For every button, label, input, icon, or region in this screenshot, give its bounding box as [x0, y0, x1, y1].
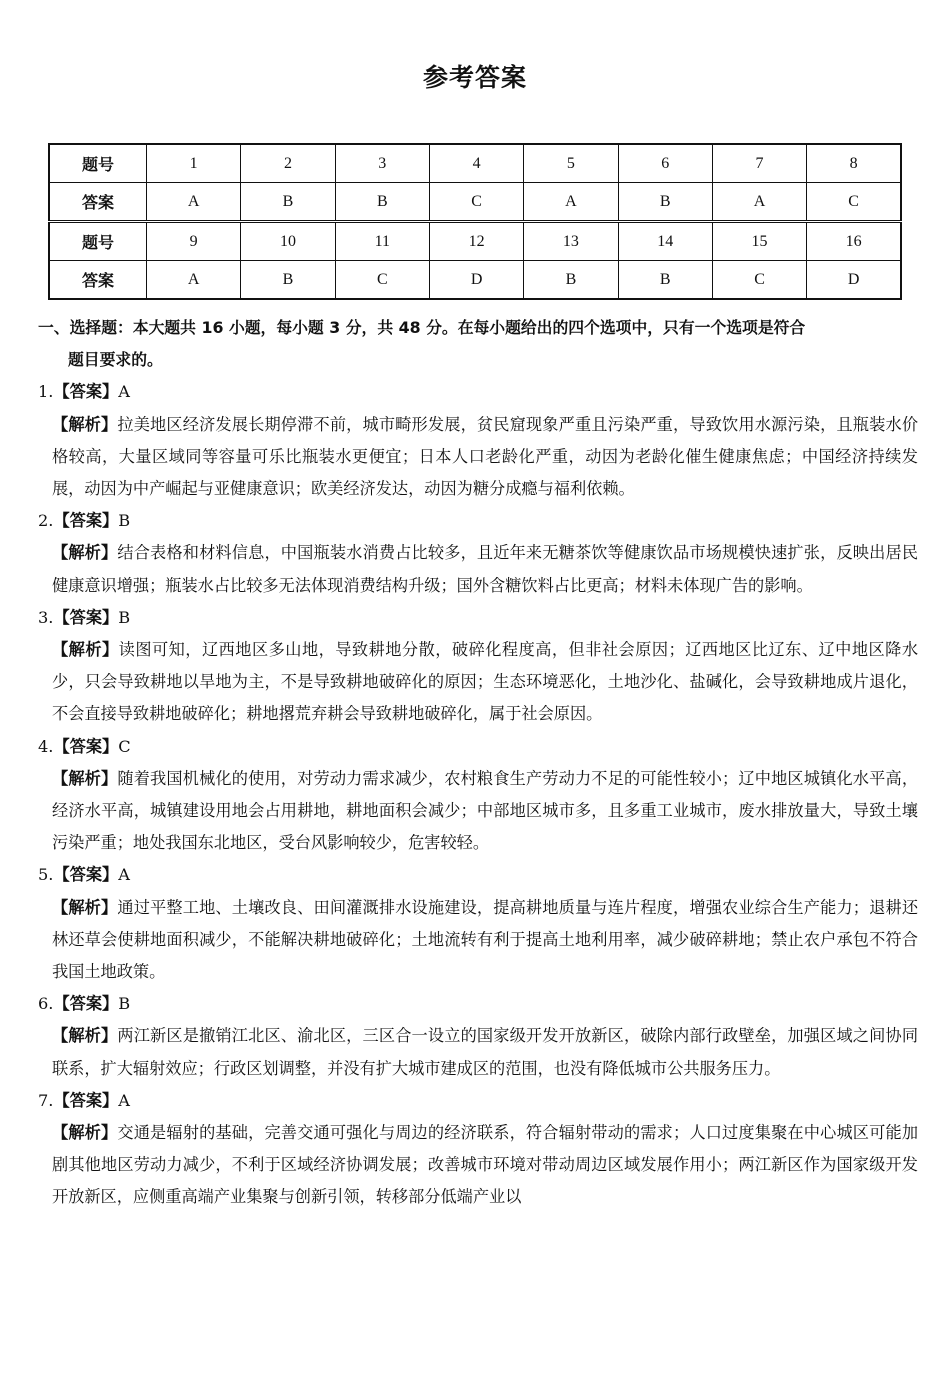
- answer-line: [38, 376, 918, 408]
- table-cell: A: [147, 261, 241, 300]
- table-cell: 10: [241, 222, 335, 261]
- table-row: [49, 222, 901, 261]
- analysis-label: 【解析】: [52, 640, 119, 660]
- answer-value: C: [118, 736, 131, 756]
- table-cell: 5: [524, 144, 618, 183]
- answer-label: 【答案】: [53, 865, 119, 885]
- answer-line: [38, 988, 918, 1020]
- answer-label: 【答案】: [53, 1090, 119, 1110]
- answer-line: [38, 505, 918, 537]
- analysis-text: 通过平整工地、土壤改良、田间灌溉排水设施建设，提高耕地质量与连片程度，增强农业综合生产能力；退耕还林还草会使耕地面积减少，不能解决耕地破碎化；土地流转有利于提高土地利用率，减少破碎耕地；禁止农户承包不符合我国土地政策。: [52, 897, 919, 982]
- answer-line: [38, 1085, 918, 1117]
- analysis-label: 【解析】: [52, 768, 118, 788]
- section-heading-line: 题目要求的。: [68, 350, 163, 370]
- table-cell: 9: [147, 222, 241, 261]
- table-cell: 16: [807, 222, 901, 261]
- table-cell: A: [524, 183, 618, 222]
- answer-line: [38, 731, 918, 763]
- row-label: 答案: [49, 183, 147, 222]
- table-cell: B: [241, 261, 335, 300]
- table-cell: 12: [429, 222, 523, 261]
- table-cell: A: [147, 183, 241, 222]
- table-cell: 15: [712, 222, 806, 261]
- table-cell: B: [241, 183, 335, 222]
- table-cell: 7: [712, 144, 806, 183]
- table-cell: C: [429, 183, 523, 222]
- table-row: [49, 183, 901, 222]
- analysis-text: 交通是辐射的基础，完善交通可强化与周边的经济联系，符合辐射带动的需求；人口过度集聚在中心城区可能加剧其他地区劳动力减少，不利于区域经济协调发展；改善城市环境对带动周边区域发展作用小；两江新区作为国家级开发开放新区，应侧重高端产业集聚与创新引领，转移部分低端产业以: [52, 1123, 919, 1207]
- question-number: 1.: [38, 382, 54, 402]
- answer-value: B: [118, 994, 131, 1014]
- analysis-paragraph: [38, 1117, 918, 1214]
- table-cell: D: [807, 261, 901, 300]
- table-cell: 8: [807, 144, 901, 183]
- analysis-label: 【解析】: [52, 1123, 118, 1143]
- analysis-paragraph: [38, 892, 918, 989]
- answer-label: 【答案】: [53, 736, 119, 756]
- answer-value: A: [118, 382, 130, 402]
- table-cell: C: [335, 261, 429, 300]
- table-cell: 4: [429, 144, 523, 183]
- answer-label: 【答案】: [53, 994, 119, 1014]
- analysis-text: 读图可知，辽西地区多山地，导致耕地分散，破碎化程度高，但非社会原因；辽西地区比辽东、辽中地区降水少，只会导致耕地以旱地为主，不是导致耕地破碎化的原因；生态环境恶化，土地沙化、盐碱化，会导致耕地成片退化，不会直接导致耕地破碎化；耕地撂荒弃耕会导致耕地破碎化，属于社会原因。: [52, 640, 919, 724]
- answer-line: [38, 602, 918, 634]
- question-number: 7.: [38, 1090, 54, 1110]
- table-cell: 6: [618, 144, 712, 183]
- table-cell: B: [618, 261, 712, 300]
- row-label: 题号: [49, 144, 147, 183]
- analysis-text: 结合表格和材料信息，中国瓶装水消费占比较多，且近年来无糖茶饮等健康饮品市场规模快速扩张，反映出居民健康意识增强；瓶装水占比较多无法体现消费结构升级；国外含糖饮料占比更高；材料未体现广告的影响。: [52, 543, 919, 595]
- table-cell: 11: [335, 222, 429, 261]
- table-cell: B: [335, 183, 429, 222]
- question-number: 4.: [38, 736, 54, 756]
- row-label: 题号: [49, 222, 147, 261]
- table-cell: C: [712, 261, 806, 300]
- answer-label: 【答案】: [53, 607, 119, 627]
- analysis-text: 两江新区是撤销江北区、渝北区，三区合一设立的国家级开发开放新区，破除内部行政壁垒，加强区域之间协同联系，扩大辐射效应；行政区划调整，并没有扩大城市建成区的范围，也没有降低城市公共服务压力。: [52, 1026, 919, 1078]
- table-cell: B: [524, 261, 618, 300]
- answer-label: 【答案】: [53, 382, 119, 402]
- question-number: 6.: [38, 994, 54, 1014]
- answer-line: [38, 859, 918, 891]
- table-cell: C: [807, 183, 901, 222]
- section-heading: [38, 312, 918, 376]
- table-row: [49, 144, 901, 183]
- analysis-paragraph: [38, 763, 918, 860]
- analysis-paragraph: [38, 1020, 918, 1084]
- answer-value: B: [118, 511, 131, 531]
- section-heading-line: 一、选择题：本大题共 16 小题，每小题 3 分，共 48 分。在每小题给出的四个选项中，只有一个选项是符合: [38, 318, 806, 337]
- table-row: [49, 261, 901, 300]
- analysis-text: 随着我国机械化的使用，对劳动力需求减少，农村粮食生产劳动力不足的可能性较小；辽中地区城镇化水平高，经济水平高，城镇建设用地会占用耕地，耕地面积会减少；中部地区城市多，且多重工业城市，废水排放量大，导致土壤污染严重；地处我国东北地区，受台风影响较少，危害较轻。: [52, 768, 919, 853]
- answer-value: B: [118, 607, 131, 627]
- analysis-paragraph: [38, 537, 918, 601]
- analysis-label: 【解析】: [52, 1026, 118, 1046]
- row-label: 答案: [49, 261, 147, 300]
- answer-table: [48, 143, 902, 300]
- question-number: 3.: [38, 607, 54, 627]
- analysis-text: 拉美地区经济发展长期停滞不前，城市畸形发展，贫民窟现象严重且污染严重，导致饮用水源污染，且瓶装水价格较高，大量区域同等容量可乐比瓶装水更便宜；日本人口老龄化严重，动因为老龄化催生健康焦虑；中国经济持续发展，动因为中产崛起与亚健康意识；欧美经济发达，动因为糖分成瘾与福利依赖。: [52, 414, 919, 499]
- analysis-label: 【解析】: [52, 897, 118, 917]
- analysis-paragraph: [38, 409, 918, 506]
- answer-value: A: [118, 865, 130, 885]
- page-title: 参考答案: [422, 63, 527, 92]
- table-cell: 1: [147, 144, 241, 183]
- table-cell: D: [429, 261, 523, 300]
- answer-value: A: [118, 1090, 130, 1110]
- question-number: 5.: [38, 865, 54, 885]
- answer-content: [38, 312, 918, 1214]
- table-cell: A: [712, 183, 806, 222]
- table-cell: B: [618, 183, 712, 222]
- question-number: 2.: [38, 511, 54, 531]
- table-cell: 3: [335, 144, 429, 183]
- table-cell: 14: [618, 222, 712, 261]
- analysis-label: 【解析】: [52, 414, 118, 434]
- analysis-label: 【解析】: [52, 543, 118, 563]
- table-cell: 2: [241, 144, 335, 183]
- answer-label: 【答案】: [53, 511, 119, 531]
- table-cell: 13: [524, 222, 618, 261]
- analysis-paragraph: [38, 634, 918, 731]
